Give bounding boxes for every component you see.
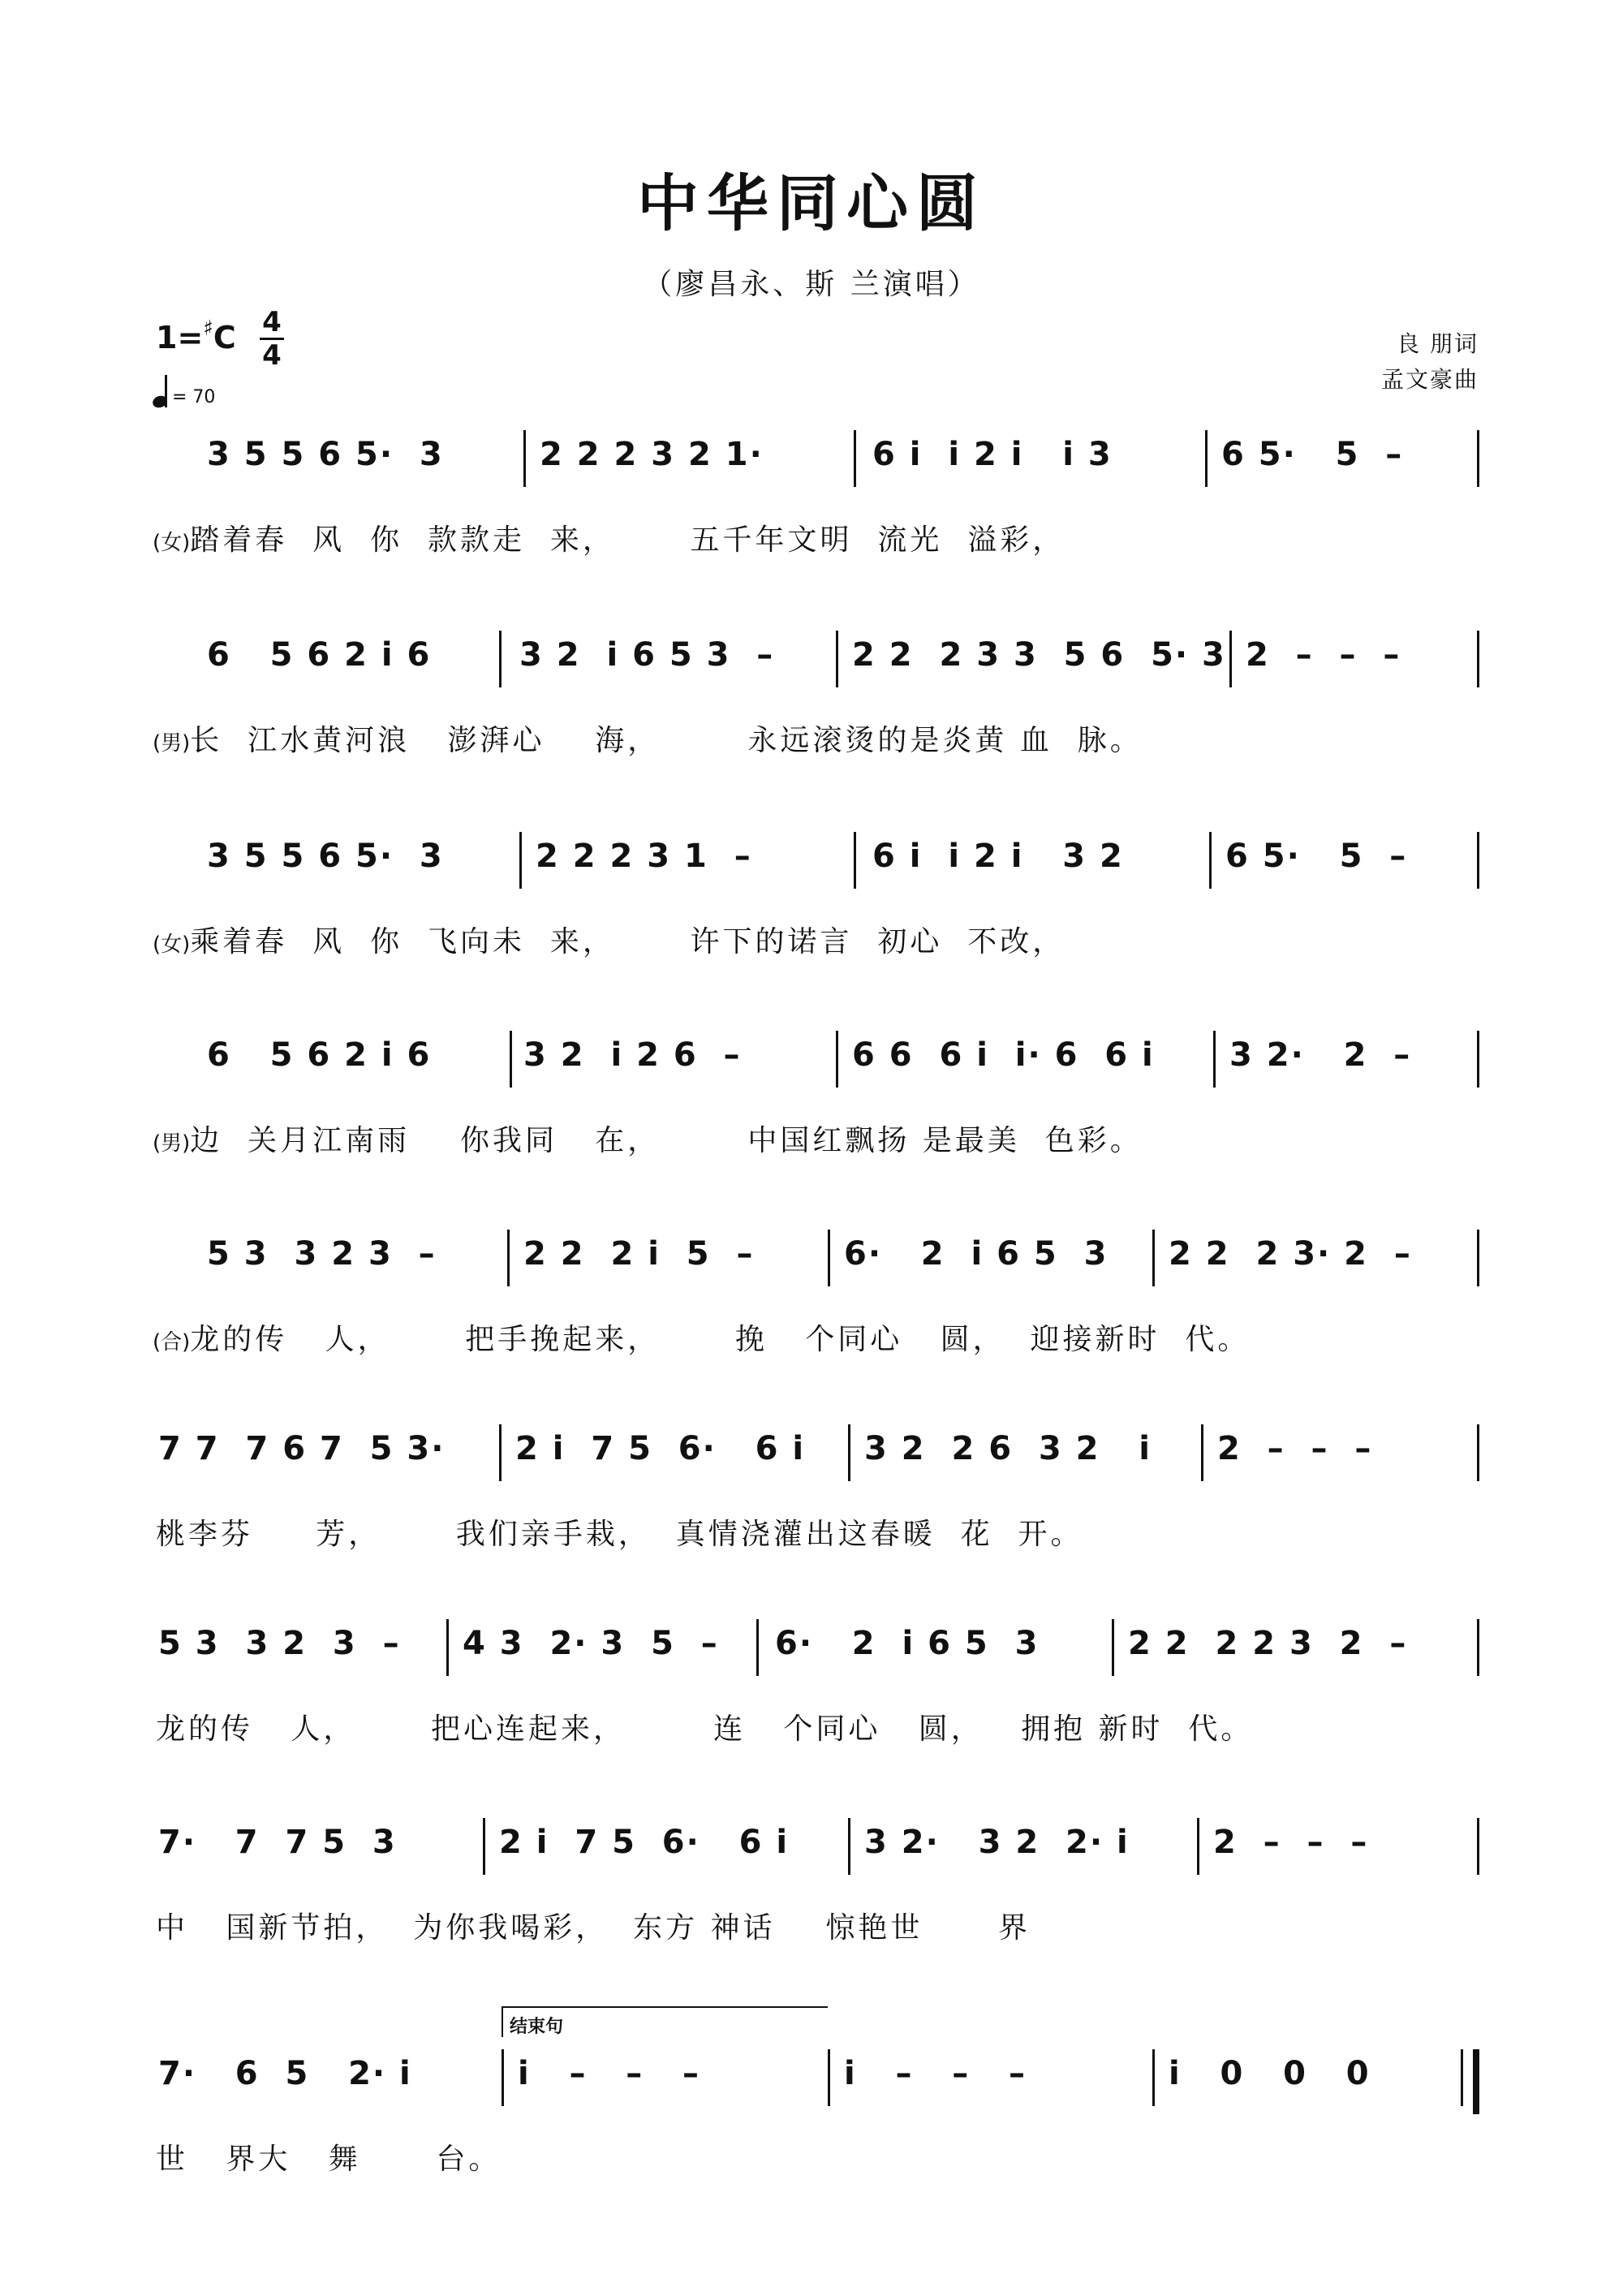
measure-notes: 6 6 6 i i· 6 6 i [852,1036,1155,1074]
lyric-line [156,1706,1253,1747]
barline [510,1031,512,1088]
measure-notes: 2 2 2 3 1 – [536,838,752,875]
time-signature [260,306,284,372]
barline [502,2049,504,2106]
measure-notes: 2 – – – [1213,1824,1369,1861]
barline [1213,1031,1216,1088]
barline [1477,1424,1479,1481]
barline [836,631,838,687]
barline [499,631,502,687]
barline [1229,631,1232,687]
lyric-line [156,2136,501,2178]
measure-notes: i 0 0 0 [1169,2055,1371,2092]
measure-notes: 2 i 7 5 6· 6 i [515,1430,806,1467]
barline [756,1619,759,1676]
lyric-line [156,1905,1031,1946]
lyric-text: 中 国新节拍， 为你我喝彩， 东方 神话 惊艳世 界 [156,1911,1031,1945]
lyric-line [153,1118,1143,1159]
key-signature [156,317,236,355]
measure-notes: 3 2· 2 – [1229,1036,1412,1074]
measure-notes: 2 i 7 5 6· 6 i [499,1824,790,1861]
voice-part-label: (合) [153,1330,191,1355]
measure-notes: 6 i i 2 i i 3 [872,436,1113,473]
barline [523,430,526,487]
barline [848,1818,850,1875]
barline [1205,430,1208,487]
song-title: 中华同心圆 [637,167,986,239]
voice-part-label: (女) [153,531,191,555]
lyric-text: 乘着春 风 你 飞向未 来， 许下的诺言 初心 不改， [190,925,1065,958]
measure-notes: 2 2 2 2 3 2 – [1128,1625,1408,1662]
barline [848,1424,850,1481]
measure-notes: 2 2 2 3 2 1· [540,436,764,473]
barline [1477,1818,1479,1875]
barline [1152,1230,1155,1286]
measure-notes: 3 2· 3 2 2· i [864,1824,1130,1861]
measure-notes: 6 5 6 2 i 6 [207,1036,432,1074]
barline [519,832,522,889]
barline [1477,1230,1479,1286]
lyric-line [153,1316,1250,1358]
measure-notes: 2 2 2 3 3 5 6 5· 3 [852,636,1226,674]
lyricist-credit: 良 朋词 [1397,330,1479,357]
lyric-line [153,517,1065,558]
performers-subtitle: （廖昌永、斯 兰演唱） [643,268,980,301]
measure-notes: 5 3 3 2 3 – [207,1235,437,1273]
barline [828,2049,830,2106]
measure-notes: 5 3 3 2 3 – [158,1625,401,1662]
measure-notes: 6 5· 5 – [1225,838,1408,875]
lyric-text: 桃李芬 芳， 我们亲手栽， 真情浇灌出这春暖 花 开。 [156,1518,1083,1551]
lyric-text: 龙的传 人， 把手挽起来， 挽 个同心 圆， 迎接新时 代。 [190,1323,1251,1356]
lyric-text: 龙的传 人， 把心连起来， 连 个同心 圆， 拥抱 新时 代。 [156,1712,1254,1746]
measure-notes: 3 5 5 6 5· 3 [207,436,444,473]
barline [854,832,856,889]
barline [836,1031,838,1088]
composer-credit: 孟文豪曲 [1380,366,1479,393]
voice-part-label: (女) [153,933,191,957]
time-signature-top: 4 [262,306,282,338]
barline [828,1230,830,1286]
barline [483,1818,485,1875]
measure-notes: 4 3 2· 3 5 – [463,1625,719,1662]
measure-notes: 2 – – – [1217,1430,1373,1467]
measure-notes: 6 i i 2 i 3 2 [872,838,1124,875]
barline [1477,430,1479,487]
lyric-line [153,919,1065,960]
lyric-text: 踏着春 风 你 款款走 来， 五千年文明 流光 溢彩， [190,523,1065,557]
measure-notes: 6· 2 i 6 5 3 [775,1625,1040,1662]
measure-notes: 6 5 6 2 i 6 [207,636,432,674]
measure-notes: 2 – – – [1246,636,1401,674]
barline [499,1424,502,1481]
barline [507,1230,510,1286]
measure-notes: 3 2 2 6 3 2 i [864,1430,1152,1467]
voice-part-label: (男) [153,731,191,756]
barline [1209,832,1212,889]
barline [1477,1031,1479,1088]
sharp-symbol: ♯ [203,317,213,341]
barline [1201,1424,1203,1481]
lyric-text: 长 江水黄河浪 澎湃心 海， 永远滚烫的是炎黄 血 脉。 [190,724,1143,757]
key-letter: C [213,320,236,355]
barline [1477,1619,1479,1676]
key-prefix: 1= [156,320,204,355]
tempo-value: = 70 [172,387,216,407]
measure-notes: 7· 6 5 2· i [158,2055,412,2092]
final-barline-thin [1461,2049,1463,2106]
lyric-text: 世 界大 舞 台。 [156,2143,502,2176]
ending-label: 结束句 [510,2017,564,2037]
barline [1152,2049,1155,2106]
barline [1477,832,1479,889]
measure-notes: i – – – [518,2055,701,2092]
measure-notes: 7· 7 7 5 3 [158,1824,397,1861]
barline [1197,1818,1199,1875]
barline [446,1619,449,1676]
barline [1112,1619,1114,1676]
measure-notes: 2 2 2 i 5 – [523,1235,755,1273]
measure-notes: 7 7 7 6 7 5 3· [158,1430,446,1467]
measure-notes: 6 5· 5 – [1221,436,1404,473]
measure-notes: 3 2 i 6 5 3 – [519,636,775,674]
barline [854,430,856,487]
measure-notes: 6· 2 i 6 5 3 [844,1235,1109,1273]
measure-notes: 3 5 5 6 5· 3 [207,838,444,875]
measure-notes: i – – – [844,2055,1027,2092]
lyric-line [156,1511,1083,1553]
barline [1477,631,1479,687]
lyric-line [153,717,1143,759]
measure-notes: 2 2 2 3· 2 – [1169,1235,1412,1273]
lyric-text: 边 关月江南雨 你我同 在， 中国红飘扬 是最美 色彩。 [190,1124,1143,1157]
tempo-marking [153,375,215,407]
measure-notes: 3 2 i 2 6 – [523,1036,742,1074]
voice-part-label: (男) [153,1131,191,1156]
final-barline [1473,2049,1479,2114]
time-signature-bottom: 4 [262,339,282,372]
